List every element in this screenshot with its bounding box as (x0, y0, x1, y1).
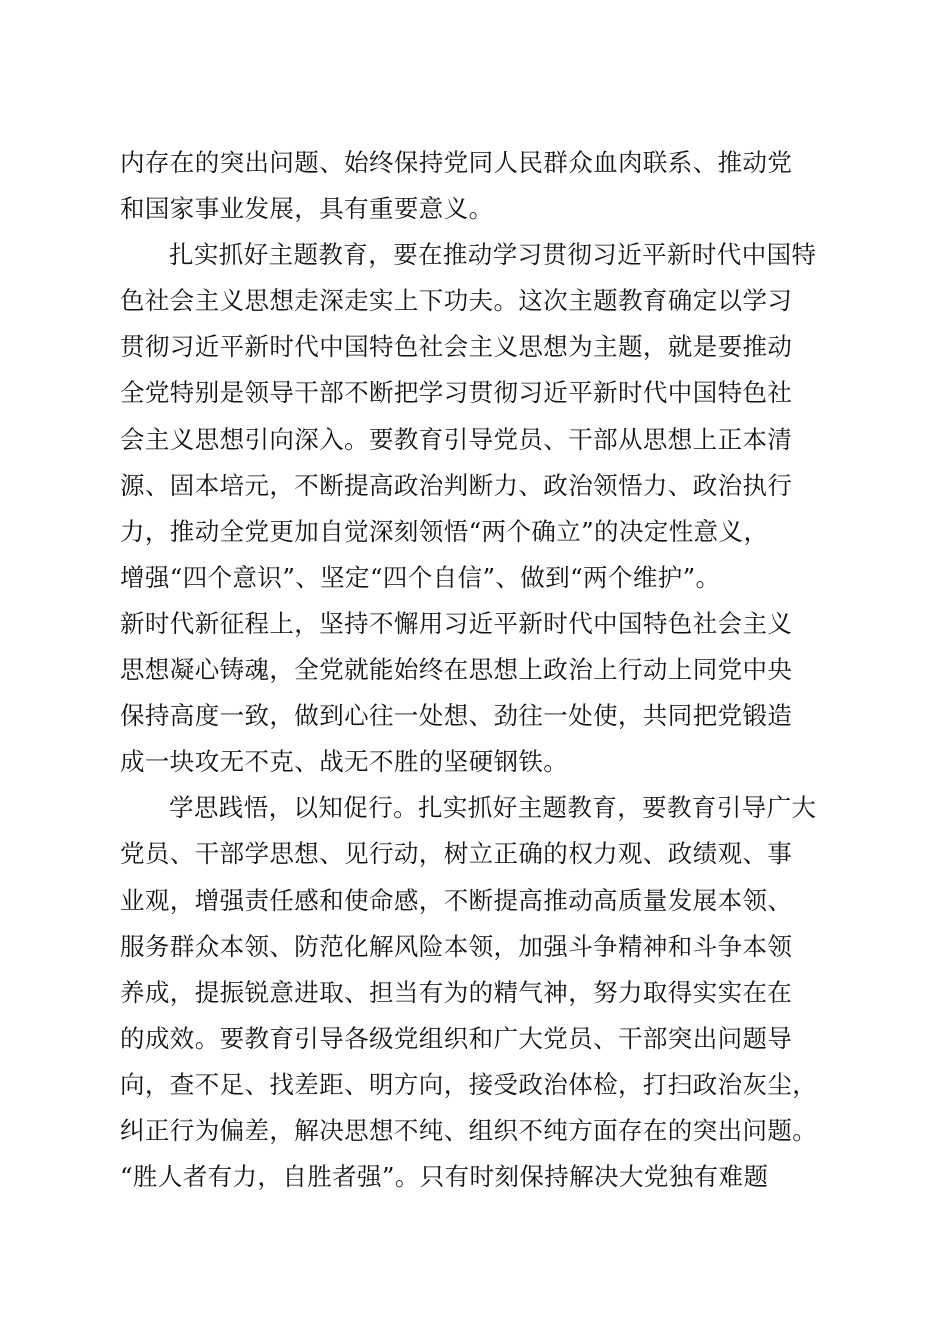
text-line: 源、固本培元，不断提高政治判断力、政治领悟力、政治执行 (120, 470, 793, 500)
text-line: “胜人者有力，自胜者强”。只有时刻保持解决大党独有难题 (120, 1162, 769, 1192)
text-line: 新时代新征程上，坚持不懈用习近平新时代中国特色社会主义 (120, 608, 793, 638)
text-line: 思想凝心铸魂，全党就能始终在思想上政治上行动上同党中央 (120, 655, 793, 685)
text-line: 增强“四个意识”、坚定“四个自信”、做到“两个维护”。 (120, 562, 721, 592)
text-line: 成一块攻无不克、战无不胜的坚硬钢铁。 (120, 747, 569, 777)
paragraph-start-line: 学思践悟，以知促行。扎实抓好主题教育，要教育引导广大 (169, 793, 817, 823)
text-line: 和国家事业发展，具有重要意义。 (120, 194, 494, 224)
text-line: 养成，提振锐意进取、担当有为的精气神，努力取得实实在在 (120, 977, 793, 1007)
text-line: 贯彻习近平新时代中国特色社会主义思想为主题，就是要推动 (120, 332, 793, 362)
text-line: 党员、干部学思想、见行动，树立正确的权力观、政绩观、事 (120, 839, 793, 869)
text-line: 会主义思想引向深入。要教育引导党员、干部从思想上正本清 (120, 424, 793, 454)
text-line: 向，查不足、找差距、明方向，接受政治体检，打扫政治灰尘， (120, 1069, 818, 1099)
text-line: 服务群众本领、防范化解风险本领，加强斗争精神和斗争本领 (120, 931, 793, 961)
text-line: 全党特别是领导干部不断把学习贯彻习近平新时代中国特色社 (120, 378, 793, 408)
body-text (120, 140, 832, 1200)
text-line: 业观，增强责任感和使命感，不断提高推动高质量发展本领、 (120, 885, 793, 915)
text-line: 内存在的突出问题、始终保持党同人民群众血肉联系、推动党 (120, 148, 793, 177)
text-line: 色社会主义思想走深走实上下功夫。这次主题教育确定以学习 (120, 286, 793, 316)
text-line: 纠正行为偏差，解决思想不纯、组织不纯方面存在的突出问题。 (120, 1115, 818, 1145)
text-line: 保持高度一致，做到心往一处想、劲往一处使，共同把党锻造 (120, 701, 793, 731)
paragraph-start-line: 扎实抓好主题教育，要在推动学习贯彻习近平新时代中国特 (169, 240, 817, 270)
text-line: 力，推动全党更加自觉深刻领悟“两个确立”的决定性意义， (120, 516, 769, 546)
text-line: 的成效。要教育引导各级党组织和广大党员、干部突出问题导 (120, 1023, 793, 1053)
